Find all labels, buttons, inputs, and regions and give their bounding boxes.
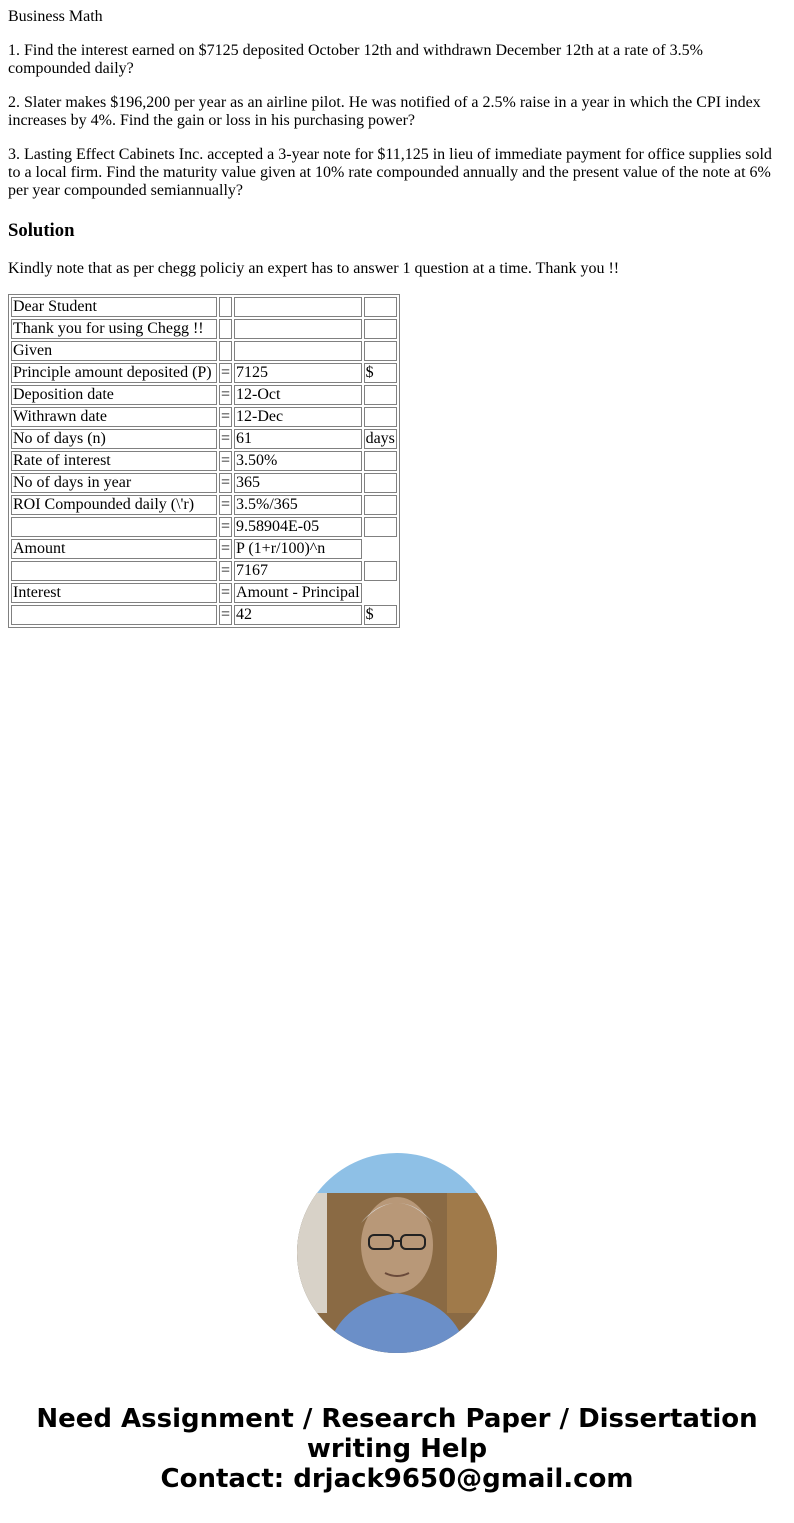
table-cell (11, 605, 217, 625)
table-cell: 9.58904E-05 (234, 517, 362, 537)
question-3: 3. Lasting Effect Cabinets Inc. accepted a 3-year note for $11,125 in lieu of immediate payment for office supplies sold to a local firm. Find the maturity value given at 10% rate compounded annually and the present value of the note at 6% per year compounded semiannually? (8, 146, 772, 199)
table-row (11, 517, 397, 537)
table-cell (364, 297, 397, 317)
expert-avatar (297, 1153, 497, 1353)
table-row (11, 583, 397, 603)
table-cell (364, 583, 397, 603)
table-cell (364, 561, 397, 581)
table-cell (364, 517, 397, 537)
table-cell: Rate of interest (11, 451, 217, 471)
table-cell (219, 319, 232, 339)
policy-note: Kindly note that as per chegg policiy an expert has to answer 1 question at a time. Thank you !! (8, 260, 620, 277)
document-body (8, 0, 786, 628)
table-cell (11, 517, 217, 537)
table-cell: $ (364, 363, 397, 383)
table-row (11, 429, 397, 449)
promo-line-1: Need Assignment / Research Paper / Dissertation (36, 1404, 758, 1434)
table-cell: 7125 (234, 363, 362, 383)
table-cell: = (221, 386, 231, 403)
table-cell: Given (11, 341, 217, 361)
table-cell (364, 319, 397, 339)
table-cell: = (221, 408, 231, 425)
table-cell: 3.5%/365 (234, 495, 362, 515)
table-cell (219, 341, 232, 361)
table-cell: = (221, 496, 231, 513)
table-cell (234, 341, 362, 361)
table-cell: Thank you for using Chegg !! (11, 319, 217, 339)
table-cell: No of days (n) (11, 429, 217, 449)
table-row (11, 363, 397, 383)
table-cell (234, 297, 362, 317)
table-cell (11, 561, 217, 581)
table-cell: = (221, 430, 231, 447)
table-cell: = (221, 518, 231, 535)
table-row (11, 561, 397, 581)
table-cell (364, 451, 397, 471)
table-cell (364, 495, 397, 515)
table-row (11, 385, 397, 405)
table-row (11, 341, 397, 361)
table-cell: 7167 (234, 561, 362, 581)
table-cell: 12-Dec (234, 407, 362, 427)
table-row (11, 539, 397, 559)
table-cell: 12-Oct (234, 385, 362, 405)
calculation-table (8, 294, 400, 628)
table-row (11, 451, 397, 471)
table-row (11, 319, 397, 339)
table-cell (364, 341, 397, 361)
table-cell: = (221, 606, 231, 623)
table-cell: = (221, 584, 231, 601)
table-cell: $ (364, 605, 397, 625)
table-cell: Deposition date (11, 385, 217, 405)
question-2: 2. Slater makes $196,200 per year as an airline pilot. He was notified of a 2.5% raise in a year in which the CPI index increases by 4%. Find the gain or loss in his purchasing power? (8, 94, 761, 129)
table-row (11, 605, 397, 625)
table-cell: 365 (234, 473, 362, 493)
table-cell: days (365, 430, 395, 447)
table-cell: 3.50% (234, 451, 362, 471)
table-cell: = (221, 364, 231, 381)
promo-banner (0, 1404, 794, 1494)
table-cell: Amount - Principal (236, 584, 360, 601)
table-cell (364, 407, 397, 427)
table-cell (219, 297, 232, 317)
table-cell: Withrawn date (11, 407, 217, 427)
table-cell: No of days in year (11, 473, 217, 493)
table-cell: = (221, 474, 231, 491)
table-row (11, 297, 397, 317)
table-cell: Amount (11, 539, 217, 559)
table-cell: 61 (234, 429, 362, 449)
question-1: 1. Find the interest earned on $7125 deposited October 12th and withdrawn December 12th at a rate of 3.5% compounded daily? (8, 42, 703, 77)
table-row (11, 473, 397, 493)
table-row (11, 407, 397, 427)
table-cell: ROI Compounded daily (\'r) (11, 495, 217, 515)
table-cell (364, 539, 397, 559)
table-cell: = (221, 452, 231, 469)
table-cell (364, 473, 397, 493)
table-cell: Interest (11, 583, 217, 603)
table-cell (234, 319, 362, 339)
table-cell: 42 (234, 605, 362, 625)
avatar-photo (297, 1153, 497, 1353)
table-cell: = (221, 540, 231, 557)
subject-line: Business Math (8, 8, 103, 25)
promo-contact: Contact: drjack9650@gmail.com (160, 1464, 634, 1494)
table-cell (364, 385, 397, 405)
promo-line-2: writing Help (306, 1434, 488, 1464)
table-cell: = (221, 562, 231, 579)
table-row (11, 495, 397, 515)
table-cell: Dear Student (11, 297, 217, 317)
table-cell: P (1+r/100)^n (234, 539, 362, 559)
solution-heading: Solution (8, 220, 75, 241)
table-cell: Principle amount deposited (P) (11, 363, 217, 383)
